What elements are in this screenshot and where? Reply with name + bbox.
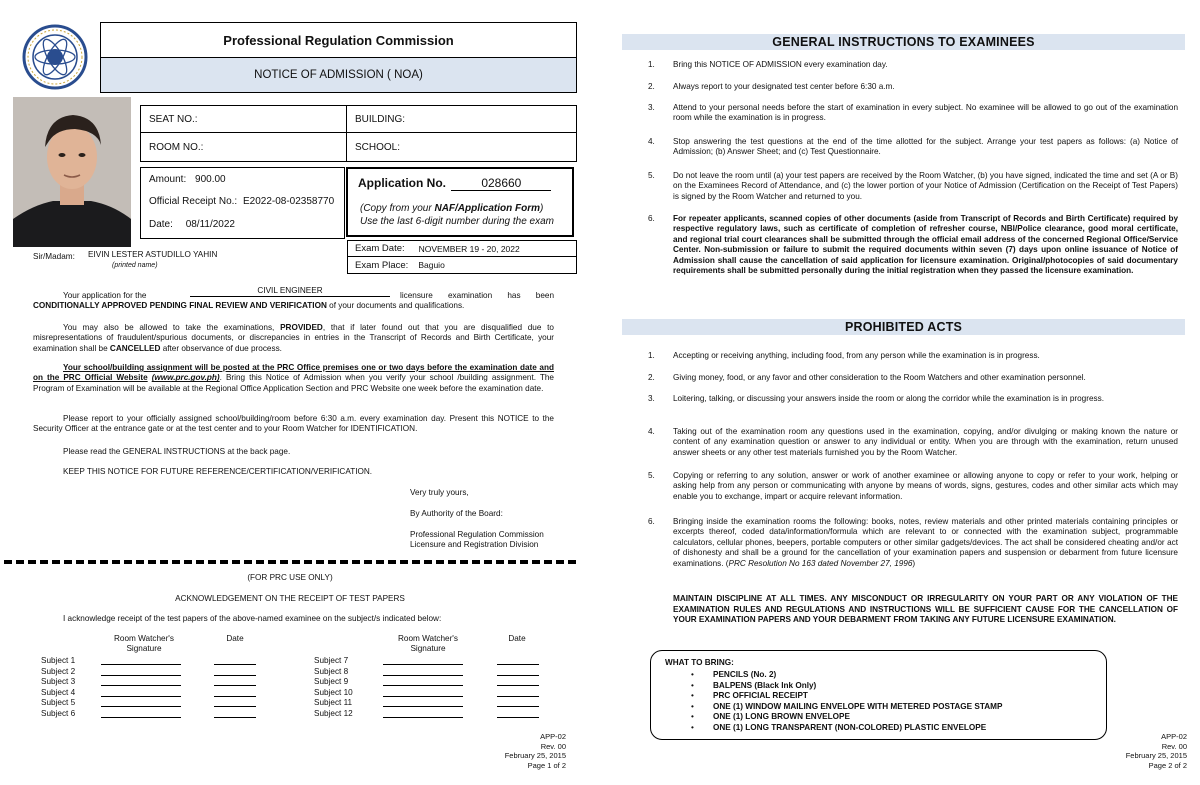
subject-label: Subject 6: [41, 709, 76, 718]
letter-p3-rest: . Bring this Notice of Admission when you verify your school /building assignment. The Program of Examination will be available at the Regional Office Application Section and PRC Website one week before the examination date.: [33, 373, 554, 393]
watcher-signature-line[interactable]: [383, 656, 463, 665]
application-note-bold: NAF/Application Form: [434, 203, 541, 214]
exam-title: CIVIL ENGINEER: [190, 286, 390, 297]
footer2-code: APP-02: [1161, 732, 1187, 741]
list-number: 1.: [648, 60, 655, 69]
ack-title: ACKNOWLEDGEMENT ON THE RECEIPT OF TEST PAPERS: [175, 594, 405, 603]
prohibited-acts-list: [648, 351, 1178, 586]
col-signature-left: Signature: [126, 644, 162, 654]
date-line[interactable]: [497, 698, 539, 707]
watcher-signature-line[interactable]: [383, 688, 463, 697]
amount-value: 900.00: [195, 174, 226, 185]
authority: By Authority of the Board:: [410, 509, 503, 518]
list-text: Do not leave the room until (a) your test papers are received by the Room Watcher, (b) you have signed, indicated the time and set (A or B) on the Examinees Record of Attendance, and (c) the lower portion of your Notice of Admission (Certification on the Receipt of Test Papers) is signed by the Room Watcher and returned to you.: [673, 171, 1178, 201]
seat-assignment-grid: [140, 105, 577, 162]
watcher-signature-line[interactable]: [101, 667, 181, 676]
examinee-name: EIVIN LESTER ASTUDILLO YAHIN: [88, 250, 218, 259]
application-note-suffix: ): [540, 203, 544, 214]
room-no-label: ROOM NO.:: [141, 133, 347, 161]
subject-row: [41, 656, 261, 666]
application-label: Application No.: [358, 176, 446, 190]
subject-label: Subject 9: [314, 677, 349, 687]
general-instructions-list: [648, 60, 1178, 310]
general-instructions-title: GENERAL INSTRUCTIONS TO EXAMINEES: [622, 34, 1185, 50]
subject-label: Subject 3: [41, 677, 76, 687]
bullet-icon: •: [691, 691, 694, 701]
exam-schedule-box: [347, 240, 577, 274]
what-to-bring-box: [650, 650, 1107, 740]
letter-p2: [33, 323, 554, 354]
date-line[interactable]: [214, 698, 256, 707]
letter-p2-c: after observance of due process.: [160, 343, 282, 353]
application-note-prefix: (Copy from your: [360, 203, 435, 214]
exam-place-label: Exam Place:: [355, 259, 409, 271]
receipt-value: E2022-08-02358770: [242, 196, 335, 207]
subject-label: Subject 11: [314, 698, 353, 708]
letter-p1-bold: CONDITIONALLY APPROVED PENDING FINAL REVIEW AND VERIFICATION: [33, 301, 327, 310]
receipt-label: Official Receipt No.:: [149, 196, 238, 207]
list-number: 1.: [648, 351, 655, 360]
bring-item: ONE (1) LONG TRANSPARENT (NON-COLORED) PLASTIC ENVELOPE: [713, 723, 987, 732]
prc-website-link[interactable]: (www.prc.gov.ph): [151, 373, 220, 383]
bullet-icon: •: [691, 723, 694, 732]
school-label: SCHOOL:: [355, 141, 401, 153]
watcher-signature-line[interactable]: [383, 698, 463, 707]
bullet-icon: •: [691, 701, 694, 711]
col-date-left: Date: [226, 634, 244, 643]
date-value: 08/11/2022: [185, 219, 235, 230]
name-caption: (printed name): [112, 262, 158, 269]
footer2-page: Page 2 of 2: [1148, 760, 1187, 770]
date-line[interactable]: [497, 677, 539, 686]
list-number: 4.: [648, 427, 655, 436]
subject-label: Subject 8: [314, 666, 349, 676]
watcher-signature-line[interactable]: [101, 709, 181, 718]
date-line[interactable]: [497, 688, 539, 697]
exam-date-label: Exam Date:: [355, 243, 405, 254]
footer2-rev: Rev. 00: [1161, 741, 1187, 751]
prc-use-only: (FOR PRC USE ONLY): [247, 573, 333, 582]
list-text: Copying or referring to any solution, answer or work of another examinee or allowing anyone to copy or refer to your work, helping or asking help from any person or communicating with anyone by means of words, signs, gestures, codes and other similar acts which may enable you to exchange, impart or acquire relevant information.: [673, 471, 1178, 501]
bullet-icon: •: [691, 670, 694, 679]
list-text-end: ): [912, 558, 916, 568]
examinee-photo: [13, 97, 131, 247]
date-line[interactable]: [214, 677, 256, 686]
list-text: For repeater applicants, scanned copies of other documents (aside from Transcript of Records and Birth Certificate) required by respective regulatory laws, such as certificate of completion of refresher course, NBI/Police clearance, good moral certificate, and regional trial court clearances shall be submitted through the official email address of the concerned Regional Office/Service Center. Non-submission or failure to submit the required documents within seven (7) days upon online issuance of Notice of Admission shall cause the cancellation of said application for licensure examination. Original/photocopies of said documentary requirements shall be submitted personally during the initial registration when they passed the licensure examination.: [673, 214, 1178, 276]
subject-label: Subject 4: [41, 687, 76, 697]
list-text: Stop answering the test questions at the end of the time allotted for the subject. Arrange your test papers as follows: (a) Notice of Admission; (b) Answer Sheet; and (c) Test Questionnaire.: [673, 137, 1178, 157]
subject-row: [41, 677, 261, 687]
application-number: 028660: [451, 176, 551, 191]
col-watcher-left: Room Watcher's: [114, 634, 174, 643]
subject-label: Subject 5: [41, 698, 76, 708]
subject-label: Subject 1: [41, 656, 76, 665]
bring-item: PENCILS (No. 2): [713, 670, 777, 679]
what-to-bring-title: WHAT TO BRING:: [665, 658, 734, 667]
bring-item: ONE (1) WINDOW MAILING ENVELOPE WITH METERED POSTAGE STAMP: [713, 701, 1003, 711]
subject-label: Subject 2: [41, 666, 76, 676]
letter-p1-c: of your documents and qualifications.: [326, 301, 465, 310]
date-line[interactable]: [497, 709, 539, 718]
date-label: Date:: [149, 219, 173, 230]
subject-row: [314, 656, 544, 666]
list-number: 2.: [648, 82, 655, 91]
date-line[interactable]: [214, 709, 256, 718]
prohibited-acts-title: PROHIBITED ACTS: [622, 319, 1185, 335]
list-number: 5.: [648, 171, 655, 180]
letter-p2-b: , that if later found out that you are disqualified due to misrepresentations of fraudulent/spurious documents, or discrepancies in entries in the Transcript of Records and Birth Certificate, your examination shall be: [33, 323, 554, 353]
exam-place-value: Baguio: [418, 260, 445, 270]
watcher-signature-line[interactable]: [101, 677, 181, 686]
exam-date-value: NOVEMBER 19 - 20, 2022: [418, 243, 520, 254]
letter-p3-bold: Your school/building assignment will be posted at the PRC Office premises one or two days before the examination date and on the PRC Official Website: [33, 363, 554, 383]
seat-no-label: SEAT NO.:: [141, 106, 347, 133]
notice-title: NOTICE OF ADMISSION ( NOA): [100, 57, 577, 93]
commission-title: Professional Regulation Commission: [100, 22, 577, 57]
subject-row: [314, 698, 544, 708]
footer1-date: February 25, 2015: [504, 751, 566, 761]
letter-p2-bold: PROVIDED: [280, 323, 323, 332]
watcher-signature-line[interactable]: [383, 677, 463, 686]
list-number: 4.: [648, 137, 655, 146]
subject-row: [41, 688, 261, 698]
org-line-1: Professional Regulation Commission: [410, 530, 544, 539]
prc-seal-logo: [12, 24, 98, 90]
list-text: Loitering, talking, or discussing your answers inside the room or along the corridor while the examination is in progress.: [673, 394, 1104, 403]
payment-info-box: [140, 167, 345, 239]
subject-row: [314, 677, 544, 687]
application-note-line2: Use the last 6-digit number during the exam: [360, 216, 554, 227]
list-text: Attend to your personal needs before the start of examination in every subject. No examinee will be allowed to go out of the examination room while the examination is in progress.: [673, 103, 1178, 123]
list-text: Taking out of the examination room any questions used in the examination, copying, and/or divulging or making known the nature or content of any examination question or answer to any individual or entity. When you are through with the examination, return unused answer sheets or any other test materials furnished you by the Room Watcher.: [673, 427, 1178, 457]
list-number: 3.: [648, 103, 655, 112]
subject-row: [314, 688, 544, 698]
footer1-page: Page 1 of 2: [527, 760, 566, 770]
subject-row: [41, 698, 261, 708]
bring-item: ONE (1) LONG BROWN ENVELOPE: [713, 712, 850, 722]
bullet-icon: •: [691, 680, 694, 690]
date-line[interactable]: [214, 656, 256, 665]
list-text: Accepting or receiving anything, including food, from any person while the examination is in progress.: [673, 351, 1040, 360]
bullet-icon: •: [691, 712, 694, 722]
footer1-rev: Rev. 00: [540, 741, 566, 751]
amount-label: Amount:: [149, 174, 187, 185]
watcher-signature-line[interactable]: [383, 667, 463, 676]
subject-row: [41, 709, 261, 719]
subject-label: Subject 12: [314, 709, 353, 718]
subject-label: Subject 7: [314, 656, 349, 665]
date-line[interactable]: [497, 656, 539, 665]
ack-intro: I acknowledge receipt of the test papers of the above-named examinee on the subject/s indicated below:: [63, 614, 442, 623]
list-number: 6.: [648, 214, 655, 223]
page2-footer: [1095, 732, 1187, 770]
watcher-signature-line[interactable]: [101, 688, 181, 697]
letter-p3: [33, 363, 554, 394]
list-text: Giving money, food, or any favor and other consideration to the Room Watchers and other examination personnel.: [673, 373, 1086, 382]
list-text-italic: PRC Resolution No 163 dated November 27, 1996: [728, 558, 913, 568]
col-watcher-right: Room Watcher's: [398, 634, 458, 643]
application-number-box: [346, 167, 574, 237]
list-number: 2.: [648, 373, 655, 382]
list-number: 5.: [648, 471, 655, 480]
footer1-code: APP-02: [540, 732, 566, 741]
col-date-right: Date: [508, 634, 526, 643]
closing: Very truly yours,: [410, 488, 469, 497]
col-signature-right: Signature: [410, 644, 446, 654]
letter-p6: KEEP THIS NOTICE FOR FUTURE REFERENCE/CERTIFICATION/VERIFICATION.: [63, 467, 373, 476]
watcher-signature-line[interactable]: [101, 656, 181, 665]
building-label: BUILDING:: [347, 106, 576, 133]
discipline-warning: MAINTAIN DISCIPLINE AT ALL TIMES. ANY MISCONDUCT OR IRREGULARITY ON YOUR PART OR ANY VIOLATION OF THE EXAMINATION RULES AND REGULATIONS AND INSTRUCTIONS WILL BE SUFFICIENT CAUSE FOR THE CANCELLATION OF YOUR EXAMINATION PAPERS AND YOUR DEBARMENT FROM TAKING ANY FUTURE LICENSURE EXAMINATION.: [673, 594, 1178, 625]
footer2-date: February 25, 2015: [1125, 751, 1187, 761]
date-line[interactable]: [497, 667, 539, 676]
letter-p1-b: licensure examination has been: [400, 291, 554, 300]
letter-p2-a: You may also be allowed to take the examinations,: [63, 323, 281, 332]
letter-p1-a: Your application for the: [63, 291, 147, 300]
watcher-signature-line[interactable]: [101, 698, 181, 707]
page1-footer: [470, 732, 566, 770]
list-text: Bringing inside the examination rooms the following: books, notes, review materials and other printed materials containing principles or excerpts thereof, coded data/information/formula which are relevant to or connected with the examination subject, programmable calculators, cellular phones, beepers, portable computers or other similar gadgets/devices. The act shall be considered cheating and/or act of dishonesty and shall be a ground for the cancellation of your examination papers and suspension or debarment from future licensure examinations. (: [673, 517, 1178, 568]
list-number: 3.: [648, 394, 655, 403]
date-line[interactable]: [214, 667, 256, 676]
org-line-2: Licensure and Registration Division: [410, 540, 539, 549]
subject-row: [314, 667, 544, 677]
subject-row: [314, 709, 544, 719]
letter-p5: Please read the GENERAL INSTRUCTIONS at the back page.: [63, 447, 291, 456]
date-line[interactable]: [214, 688, 256, 697]
salutation: Sir/Madam:: [33, 252, 75, 261]
letter-p4: Please report to your officially assigned school/building/room before 6:30 a.m. every examination day. Present this NOTICE to the Security Officer at the entrance gate or at the test center and to your Room Watcher for IDENTIFICATION.: [33, 414, 554, 434]
list-text: Bring this NOTICE OF ADMISSION every examination day.: [673, 60, 888, 69]
subject-label: Subject 10: [314, 687, 353, 697]
list-text: Always report to your designated test center before 6:30 a.m.: [673, 82, 895, 91]
subject-row: [41, 667, 261, 677]
watcher-signature-line[interactable]: [383, 709, 463, 718]
bring-item: BALPENS (Black Ink Only): [713, 680, 817, 690]
bring-item: PRC OFFICIAL RECEIPT: [713, 691, 808, 701]
cut-line-divider: [4, 560, 576, 564]
list-number: 6.: [648, 517, 655, 526]
letter-p2-bold2: CANCELLED: [109, 343, 161, 353]
